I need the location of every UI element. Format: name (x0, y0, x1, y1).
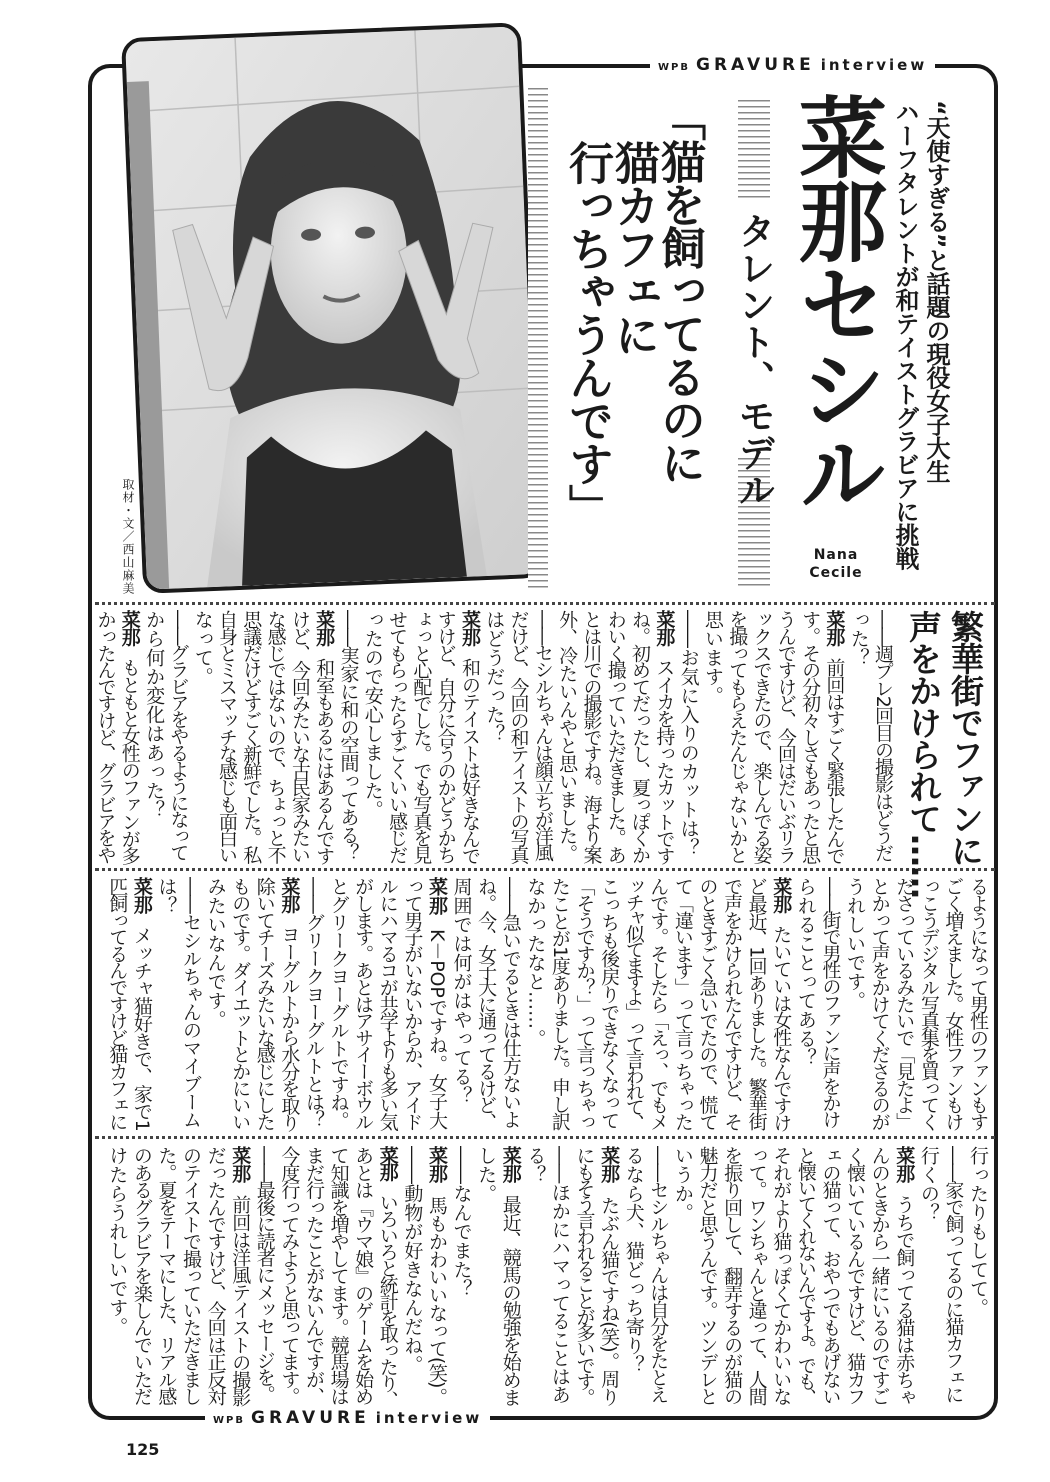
body-text: るなら犬、猫どっち寄り？ (622, 1146, 645, 1374)
text-column (228, 877, 253, 1129)
speaker-text: 最近、競馬の勉強を始めま (499, 1195, 522, 1406)
body-text: ださっているみたいで「見たよ」 (893, 877, 916, 1130)
text-column (203, 877, 228, 1129)
speaker-text: 和のテイストは好きなんで (458, 658, 481, 864)
interviewer-text: ――セシルちゃんのマイブーム (180, 877, 202, 1128)
text-column (646, 1146, 671, 1404)
body-text: けたらうれしいです。 (106, 1146, 129, 1336)
speaker-label: 菜那 (458, 610, 481, 645)
text-column (118, 610, 142, 862)
body-text: 行くの？ (917, 1146, 940, 1222)
text-column (603, 610, 627, 862)
body-text: すけど、自分に合うのかどうかち (434, 610, 457, 863)
text-column (701, 610, 725, 862)
text-column (579, 610, 603, 862)
interviewer-text: ――家で飼ってるのに猫カフェに (942, 1146, 965, 1403)
text-column (842, 1146, 867, 1404)
body-text: せてもらったらすごくいい感じだ (386, 610, 409, 863)
text-column (719, 877, 744, 1129)
text-column (375, 1146, 400, 1407)
text-column (941, 877, 966, 1129)
body-text: と懐いてくれないんですよ。でも、 (794, 1146, 817, 1404)
text-column (312, 610, 336, 862)
profession: タレント、モデル (732, 212, 775, 508)
text-column (621, 877, 646, 1129)
text-column (547, 1146, 572, 1404)
text-column (142, 610, 166, 862)
body-text: を振り回して、翻弄するのが猫の (721, 1146, 744, 1405)
speaker-text: たいていは女性なんですけ (770, 925, 793, 1131)
text-column (867, 877, 892, 1129)
text-column (301, 1146, 326, 1404)
text-column (239, 610, 263, 862)
subtitle-line-2: ハーフタレントが和テイストグラビアに挑戦 (891, 100, 919, 570)
text-column (105, 1146, 130, 1404)
speaker-label: 菜那 (893, 1146, 916, 1182)
text-column (531, 610, 555, 862)
speaker-text: 前回はすごく緊張したんで (823, 658, 846, 864)
speaker-text: たぶん猫ですね(笑)。周り (598, 1195, 621, 1405)
text-column (621, 1146, 646, 1404)
text-column (506, 610, 530, 862)
article-body-tier-2 (105, 877, 990, 1129)
text-column (523, 877, 548, 1129)
speaker-label: 菜那 (653, 610, 676, 645)
body-text: 今度行ってみようと思ってます。 (278, 1146, 301, 1405)
speaker-text: 和室もあるにはあるんです (313, 658, 336, 864)
interviewer-text: ――グラビアをやるようになって (167, 610, 190, 860)
speaker-label: 菜那 (118, 610, 141, 645)
text-column (744, 1146, 769, 1404)
body-text: とグリークヨーグルトですね。 (327, 877, 350, 1129)
body-text: を撮ってもらえたんじゃないかと (726, 610, 749, 863)
wpb-logo-text: WPB (658, 62, 690, 73)
text-column (190, 610, 214, 862)
body-text: たことが1度ありました。申し訳 (548, 877, 571, 1130)
text-column (326, 877, 351, 1129)
divider (95, 602, 995, 605)
text-column (523, 1146, 548, 1404)
speaker-text: スイカを持ったカットです (653, 658, 676, 864)
body-text: 匹飼ってるんですけど猫カフェに (106, 877, 129, 1130)
body-text: なかったなと……。 (524, 877, 547, 1048)
wpb-logo-text: WPB (213, 1415, 245, 1426)
text-column (547, 877, 572, 1129)
decorative-stripes (738, 100, 770, 200)
text-column (178, 1146, 203, 1404)
body-text: 思議だけどすごく新鮮でした。私 (240, 610, 263, 863)
text-column (871, 610, 895, 862)
text-column (424, 1146, 449, 1404)
text-column (449, 877, 474, 1129)
text-column (818, 877, 843, 1129)
body-text: 思います。 (701, 610, 724, 705)
text-column (670, 1146, 695, 1404)
article-body-tier-3 (105, 1146, 990, 1407)
text-column (215, 610, 239, 862)
text-column (277, 1146, 302, 1404)
body-text: く懐いているんですけど、猫カフ (844, 1146, 867, 1405)
text-column (252, 1146, 277, 1404)
text-column (474, 877, 499, 1129)
interview-text: interview (375, 1409, 483, 1427)
text-column (351, 1146, 376, 1404)
text-column (301, 877, 326, 1129)
text-column (474, 1146, 499, 1404)
interviewer-text: ――動物が好きなんだね。 (401, 1146, 424, 1374)
text-column (277, 877, 302, 1129)
speaker-label: 菜那 (770, 877, 793, 912)
speaker-text: 前回は洋風テイストの撮影 (229, 1195, 252, 1406)
text-column (449, 1146, 474, 1404)
body-text: ックスできたので、楽しんでる姿 (750, 610, 773, 863)
interviewer-text: ――セシルちゃんは自分をたとえ (647, 1146, 670, 1403)
body-text: だったんですけど、今回は正反対 (204, 1146, 227, 1405)
name-roman-first: Nana (813, 547, 859, 563)
body-text: がします。あとはアサイーボウル (352, 877, 375, 1130)
text-column (892, 1146, 917, 1404)
body-text: は？ (155, 877, 178, 915)
text-column (482, 610, 506, 862)
text-column (822, 610, 846, 862)
text-column (458, 610, 482, 862)
text-column (597, 877, 622, 1129)
text-column (400, 1146, 425, 1404)
name-roman-last: Cecile (809, 565, 863, 581)
body-text: わいく撮っていただきました。あ (604, 610, 627, 863)
text-column (129, 1146, 154, 1404)
speaker-label: 菜那 (499, 1146, 522, 1182)
speaker-text: もともと女性のファンが多 (118, 658, 141, 864)
body-text: にもそう言われることが多いです。 (573, 1146, 596, 1404)
interviewer-text: ――街で男性のファンに声をかけ (819, 877, 842, 1127)
interviewee-name: 菜那セシル (785, 92, 888, 512)
interview-text: interview (820, 56, 928, 74)
body-text: て「違います」って言っちゃった (671, 877, 694, 1130)
body-text: で声をかけられたんですけど、そ (721, 877, 744, 1130)
decorative-stripes (528, 88, 548, 588)
body-text: ね。今、女子大に通ってるけど、 (475, 877, 498, 1130)
text-column (941, 1146, 966, 1404)
speaker-text: いろいろと統計を取ったり、 (376, 1192, 399, 1407)
divider (95, 1136, 995, 1139)
body-text: 自身とミスマッチな感じも面白い (215, 610, 238, 863)
body-text: た。夏をテーマにした、リアル感 (155, 1146, 178, 1405)
body-text: あとは『ウマ娘』のゲームを始め (352, 1146, 375, 1405)
text-column (749, 610, 773, 862)
text-column (326, 1146, 351, 1404)
section-heading-line-2: 声をかけられて…… (904, 610, 943, 898)
body-text: だけど、今回の和テイストの写真 (507, 610, 530, 863)
credit-text: 取材・文／西山麻美 (121, 478, 135, 595)
text-column (166, 610, 190, 862)
interviewer-text: ――週プレ2回目の撮影はどうだ (872, 610, 894, 861)
body-text: のあるグラビアを楽しんでいただ (130, 1146, 153, 1405)
body-text: こっちも後戻りできなくなって (598, 877, 621, 1129)
body-text: な感じではないので、ちょっと不 (264, 610, 287, 863)
body-text: うれしいです。 (844, 877, 867, 1010)
portrait-image (125, 26, 539, 589)
text-column (652, 610, 676, 862)
subtitle-line-1: “天使すぎる”と話題の現役女子大生 (922, 100, 950, 484)
body-text: って男子がいないからか、アイド (401, 877, 424, 1130)
body-text: ごく増えました。女性ファンもけ (942, 877, 965, 1130)
text-column (628, 610, 652, 862)
body-text: って。ワンちゃんと違って、人間 (745, 1146, 768, 1405)
speaker-label: 菜那 (130, 877, 153, 913)
body-text: ェの猫って、おやつでもあげない (819, 1146, 842, 1405)
headline-line-1: 「猫を飼ってるのに (653, 96, 706, 483)
text-column (597, 1146, 622, 1404)
text-column (818, 1146, 843, 1404)
text-column (867, 1146, 892, 1404)
speaker-text: 馬もかわいいなって(笑)。 (425, 1195, 448, 1405)
text-column (842, 877, 867, 1129)
text-column (719, 1146, 744, 1404)
interviewer-text: ――グリークヨーグルトとは？ (302, 877, 325, 1128)
body-text: 行ったりもしてて。 (967, 1146, 989, 1317)
text-column (105, 877, 130, 1129)
interviewer-text: ――セシルちゃんは顔立ちが洋風 (531, 610, 554, 860)
text-column (375, 877, 400, 1129)
gravure-text: GRAVURE (695, 55, 815, 75)
text-column (228, 1146, 253, 1404)
text-column (695, 877, 720, 1129)
body-text: まだ行ったことがないんですが、 (302, 1146, 325, 1405)
body-text: けど、今回みたいな古民家みたい (288, 610, 311, 863)
interviewer-text: ――実家に和の空間ってある？ (337, 610, 360, 861)
body-text: うんですけど、今回はだいぶリラ (774, 610, 797, 863)
body-text: ょっと心配でした。でも写真を見 (410, 610, 433, 863)
speaker-text: うちで飼ってる猫は赤ちゃ (893, 1195, 916, 1406)
interviewer-text: ――急いでるときは仕方ないよ (499, 877, 522, 1128)
text-column (965, 877, 990, 1129)
text-column (263, 610, 287, 862)
body-text: 魅力だと思うんです。ツンデレと (696, 1146, 719, 1405)
text-column (572, 877, 597, 1129)
text-column (336, 610, 360, 862)
speaker-text: K－POPですね。女子大 (425, 928, 448, 1130)
text-column (646, 877, 671, 1129)
article-body-tier-1 (93, 610, 895, 862)
speaker-label: 菜那 (425, 1146, 448, 1182)
text-column (793, 1146, 818, 1404)
body-text: られることってある？ (794, 877, 817, 1067)
body-text: るようになって男性のファンもす (967, 877, 989, 1130)
text-column (93, 610, 117, 862)
body-text: した。 (475, 1146, 498, 1203)
text-column (351, 877, 376, 1129)
speaker-label: 菜那 (598, 1146, 621, 1182)
text-column (572, 1146, 597, 1404)
interviewer-text: ――最後に読者にメッセージを。 (253, 1146, 276, 1403)
body-text: ど最近、1回ありました。繁華街 (745, 877, 768, 1130)
interviewer-text: ――ほかにハマってることはあ (548, 1146, 571, 1404)
text-column (154, 877, 179, 1129)
speaker-text: ヨーグルトから水分を取り (278, 925, 301, 1131)
text-column (498, 877, 523, 1129)
name-roman (808, 546, 864, 582)
body-text: から何か変化はあった？ (143, 610, 166, 819)
text-column (769, 1146, 794, 1404)
body-text: 除いてチーズみたいな感じにした (253, 877, 276, 1130)
text-column (154, 1146, 179, 1404)
body-text: す。その分初々しさもあったと思 (799, 610, 822, 863)
speaker-label: 菜那 (229, 1146, 252, 1182)
text-column (769, 877, 794, 1129)
body-text: のテイストで撮っていただきまし (180, 1146, 202, 1405)
speaker-label: 菜那 (376, 1146, 399, 1179)
text-column (793, 877, 818, 1129)
headline-line-3: 行っちゃうんです」 (561, 140, 614, 527)
text-column (498, 1146, 523, 1404)
text-column (252, 877, 277, 1129)
text-column (555, 610, 579, 862)
text-column (424, 877, 449, 1129)
body-text: 周囲では何がはやってる？ (450, 877, 473, 1105)
page-number: 125 (126, 1440, 160, 1459)
text-column (892, 877, 917, 1129)
text-column (676, 610, 700, 862)
body-text: ね。初めてだったし、夏っぽくか (629, 610, 652, 863)
text-column (409, 610, 433, 862)
body-text: かったんですけど、グラビアをや (94, 610, 117, 863)
interviewer-text: ――お気に入りのカットは？ (677, 610, 700, 857)
text-column (288, 610, 312, 862)
body-text: る？ (524, 1146, 547, 1184)
divider (95, 868, 995, 871)
text-column (203, 1146, 228, 1404)
body-text: はどうだった？ (483, 610, 506, 743)
speaker-text: メッチャ猫好きで、家で1 (130, 926, 153, 1131)
body-text: ルにハマるコが共学よりも多い気 (376, 877, 399, 1130)
portrait-photo (121, 22, 543, 594)
text-column (178, 877, 203, 1129)
body-text: それがより猫っぽくてかわいいな (770, 1146, 793, 1405)
text-column (360, 610, 384, 862)
text-column (433, 610, 457, 862)
body-text: っこうデジタル写真集を買ってく (917, 877, 940, 1130)
text-column (798, 610, 822, 862)
body-text: て知識を増やしてます。競馬場は (327, 1146, 350, 1405)
text-column (725, 610, 749, 862)
speaker-label: 菜那 (313, 610, 336, 645)
body-text: んです。そしたら「えっ、でもメ (647, 877, 670, 1130)
text-column (916, 1146, 941, 1404)
text-column (916, 877, 941, 1129)
body-text: ったので安心しました。 (361, 610, 384, 819)
interviewer-text: ――なんでまた？ (450, 1146, 473, 1298)
speaker-label: 菜那 (278, 877, 301, 912)
body-text: ッチャ似てますよ」って言われて、 (622, 877, 645, 1129)
section-label-top (650, 55, 935, 75)
speaker-label: 菜那 (823, 610, 846, 645)
text-column (129, 877, 154, 1129)
body-text: とは川での撮影ですね。海より案 (580, 610, 603, 863)
headline-line-2: 猫カフェに (607, 140, 660, 355)
text-column (846, 610, 870, 862)
body-text: とかって声をかけてくださるのが (868, 877, 891, 1130)
section-heading (902, 610, 986, 898)
body-text: いうか。 (671, 1146, 694, 1222)
body-text: のときすごく急いでたので、慌て (696, 877, 719, 1130)
body-text: なって。 (191, 610, 214, 686)
text-column (774, 610, 798, 862)
body-text: 「そうですか？」って言っちゃっ (573, 877, 596, 1130)
section-heading-line-1: 繁華街でファンに (946, 610, 985, 866)
text-column (744, 877, 769, 1129)
body-text: みたいなんです。 (204, 877, 227, 1029)
text-column (695, 1146, 720, 1404)
text-column (400, 877, 425, 1129)
body-text: った？ (847, 610, 870, 667)
text-column (385, 610, 409, 862)
body-text: 外、冷たいんやと思いました。 (556, 610, 579, 862)
text-column (965, 1146, 990, 1404)
body-text: ものです。ダイエットとかにいい (229, 877, 252, 1130)
speaker-label: 菜那 (425, 877, 448, 915)
body-text: んのときから一緒にいるのですご (868, 1146, 891, 1405)
gravure-text: GRAVURE (250, 1408, 370, 1428)
section-label-bottom (205, 1408, 490, 1428)
text-column (670, 877, 695, 1129)
